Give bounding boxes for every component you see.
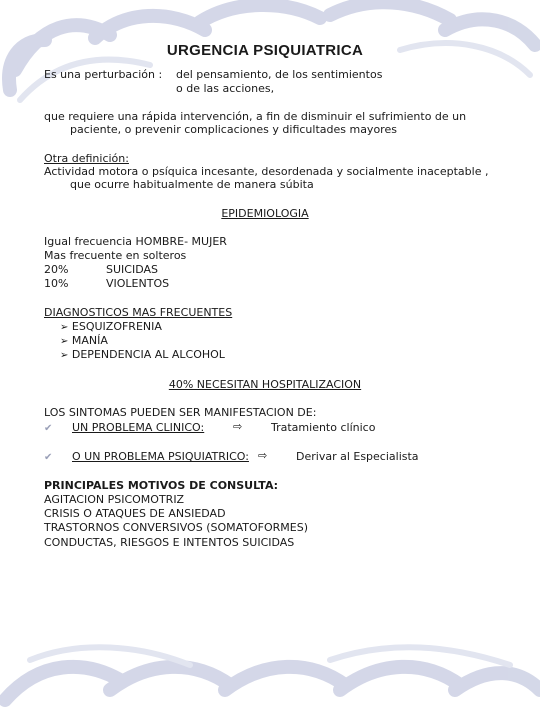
epidemiology-label: VIOLENTOS (106, 277, 170, 290)
symptom-item (44, 421, 52, 436)
symptom-action: Derivar al Especialista (296, 450, 419, 463)
page-title: URGENCIA PSIQUIATRICA (166, 42, 364, 59)
motive-item: TRASTORNOS CONVERSIVOS (SOMATOFORMES) (44, 521, 309, 534)
diagnosis-item: ➢ MANÍA (60, 334, 108, 347)
arrow-bullet-icon: ➢ (60, 336, 69, 347)
diagnosis-item: ➢ ESQUIZOFRENIA (60, 320, 162, 333)
hospitalization-note: 40% NECESITAN HOSPITALIZACION (168, 378, 362, 391)
symptom-item (44, 450, 52, 465)
other-definition-line-1: Actividad motora o psíquica incesante, desordenada y socialmente inaceptable , (44, 165, 489, 178)
epidemiology-label: SUICIDAS (106, 263, 158, 276)
motives-heading: PRINCIPALES MOTIVOS DE CONSULTA: (44, 479, 279, 492)
arrow-right-icon: ⇨ (233, 420, 243, 433)
arrow-bullet-icon: ➢ (60, 350, 69, 361)
epidemiology-line-2: Mas frecuente en solteros (44, 249, 187, 262)
symptom-problem: O UN PROBLEMA PSIQUIATRICO: (72, 450, 249, 463)
other-definition-line-2: que ocurre habitualmente de manera súbita (70, 178, 314, 191)
other-definition-heading: Otra definición: (44, 152, 129, 165)
definition-cont-1: que requiere una rápida intervención, a fin de disminuir el sufrimiento de un (44, 110, 467, 123)
diagnoses-heading: DIAGNOSTICOS MAS FRECUENTES (44, 306, 233, 319)
motive-item: AGITACION PSICOMOTRIZ (44, 493, 185, 506)
motive-item: CRISIS O ATAQUES DE ANSIEDAD (44, 507, 226, 520)
definition-cont-2: paciente, o prevenir complicaciones y dificultades mayores (70, 123, 397, 136)
definition-text-1: del pensamiento, de los sentimientos (176, 68, 383, 81)
epidemiology-line-1: Igual frecuencia HOMBRE- MUJER (44, 235, 227, 248)
symptoms-intro: LOS SINTOMAS PUEDEN SER MANIFESTACION DE: (44, 406, 317, 419)
symptom-action: Tratamiento clínico (271, 421, 376, 434)
arrow-bullet-icon: ➢ (60, 322, 69, 333)
epidemiology-heading: EPIDEMIOLOGIA (221, 207, 309, 220)
arrow-right-icon: ⇨ (258, 449, 268, 462)
check-bullet-icon: ✔ (44, 423, 53, 434)
check-bullet-icon: ✔ (44, 452, 53, 463)
definition-text-2: o de las acciones, (176, 82, 275, 95)
epidemiology-pct: 10% (44, 277, 69, 290)
definition-label: Es una perturbación : (44, 68, 163, 81)
symptom-problem: UN PROBLEMA CLINICO: (72, 421, 205, 434)
epidemiology-pct: 20% (44, 263, 69, 276)
motive-item: CONDUCTAS, RIESGOS E INTENTOS SUICIDAS (44, 536, 295, 549)
diagnosis-item: ➢ DEPENDENCIA AL ALCOHOL (60, 348, 225, 361)
